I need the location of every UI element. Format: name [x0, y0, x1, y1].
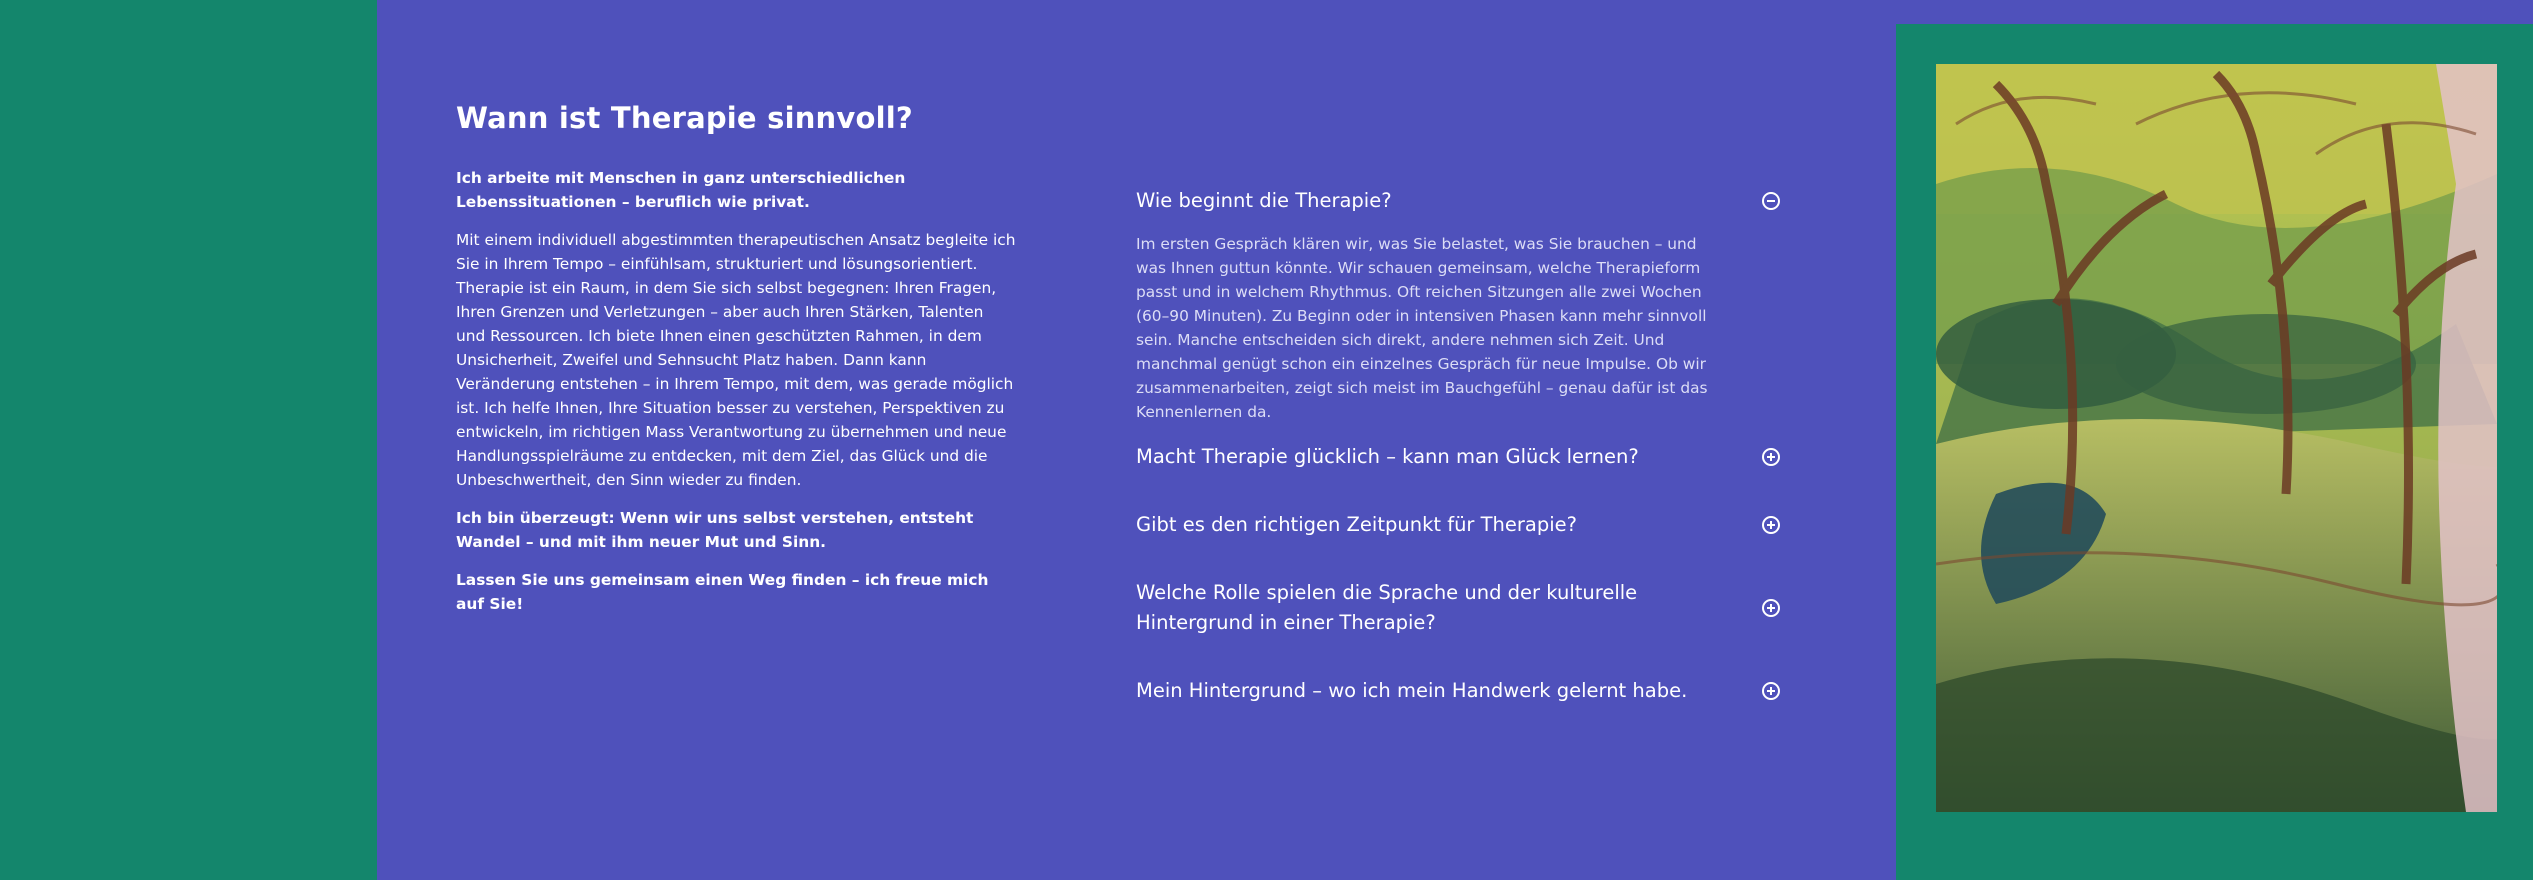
section-heading: Wann ist Therapie sinnvoll? [456, 101, 913, 135]
intro-conviction: Ich bin überzeugt: Wenn wir uns selbst verstehen, entsteht Wandel – und mit ihm neuer Mut und Sinn. [456, 508, 974, 551]
faq-item-happiness[interactable] [1136, 442, 1780, 472]
faq-item-start[interactable] [1136, 186, 1780, 424]
plus-circle-icon[interactable] [1762, 516, 1780, 534]
plus-circle-icon[interactable] [1762, 599, 1780, 617]
intro-section [456, 100, 1016, 630]
top-band [1896, 0, 2533, 24]
crayon-drawing-graphic [1936, 64, 2497, 812]
faq-accordion [1136, 186, 1780, 706]
intro-body: Mit einem individuell abgestimmten therapeutischen Ansatz begleite ich Sie in Ihrem Tempo – einfühlsam, strukturiert und lösungsorientiert. Therapie ist ein Raum, in dem Sie sich selbst begegnen: Ihren Fragen, Ihren Grenzen und Verletzungen – aber auch Ihren Stärken, Talenten und Ressourcen. Ich biete Ihnen einen geschützten Rahmen, in dem Unsicherheit, Zweifel und Sehnsucht Platz haben. Dann kann Veränderung entstehen – in Ihrem Tempo, mit dem, was gerade möglich ist. Ich helfe Ihnen, Ihre Situation besser zu verstehen, Perspektiven zu entwickeln, im richtigen Mass Verantwortung zu übernehmen und neue Handlungsspielräume zu entdecken, mit dem Ziel, das Glück und die Unbeschwertheit, den Sinn wieder zu finden. [456, 230, 1016, 489]
minus-circle-icon[interactable] [1762, 192, 1780, 210]
plus-circle-icon[interactable] [1762, 448, 1780, 466]
intro-lead: Ich arbeite mit Menschen in ganz unterschiedlichen Lebenssituationen – beruflich wie privat. [456, 168, 906, 211]
intro-closing: Lassen Sie uns gemeinsam einen Weg finden – ich freue mich auf Sie! [456, 570, 989, 613]
plus-circle-icon[interactable] [1762, 682, 1780, 700]
faq-item-language[interactable] [1136, 578, 1780, 638]
faq-question[interactable]: Gibt es den richtigen Zeitpunkt für Therapie? [1136, 513, 1578, 536]
faq-question[interactable]: Welche Rolle spielen die Sprache und der kulturelle Hintergrund in einer Therapie? [1136, 581, 1638, 634]
crayon-drawing-image [1936, 64, 2497, 812]
faq-question[interactable]: Macht Therapie glücklich – kann man Glück lernen? [1136, 445, 1639, 468]
faq-item-timing[interactable] [1136, 510, 1780, 540]
left-green-strip [0, 0, 377, 880]
faq-item-background[interactable] [1136, 676, 1780, 706]
faq-question[interactable]: Wie beginnt die Therapie? [1136, 189, 1392, 212]
faq-answer: Im ersten Gespräch klären wir, was Sie belastet, was Sie brauchen – und was Ihnen guttun könnte. Wir schauen gemeinsam, welche Therapieform passt und in welchem Rhythmus. Oft reichen Sitzungen alle zwei Wochen (60–90 Minuten). Zu Beginn oder in intensiven Phasen kann mehr sinnvoll sein. Manche entscheiden sich direkt, andere nehmen sich Zeit. Und manchmal genügt schon ein einzelnes Gespräch für neue Impulse. Ob wir zusammenarbeiten, zeigt sich meist im Bauchgefühl – genau dafür ist das Kennenlernen da. [1136, 235, 1708, 421]
faq-question[interactable]: Mein Hintergrund – wo ich mein Handwerk gelernt habe. [1136, 679, 1688, 702]
